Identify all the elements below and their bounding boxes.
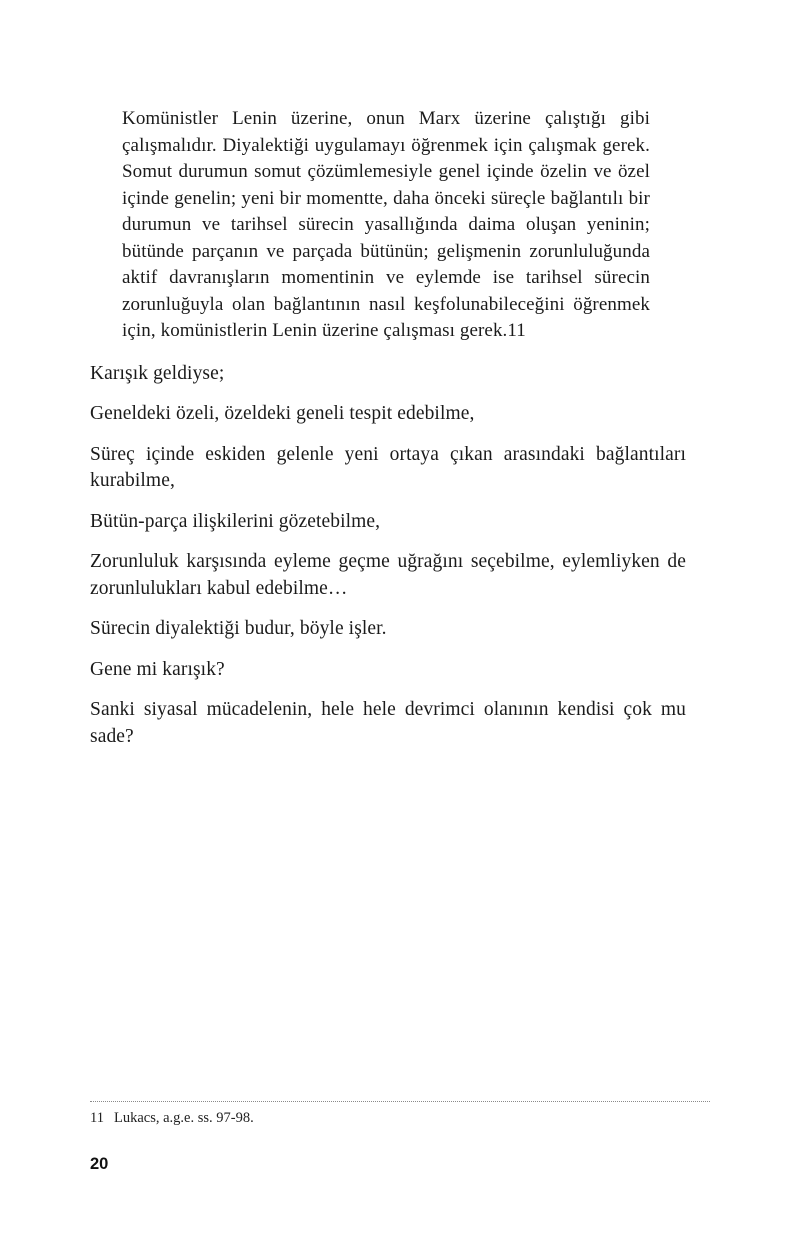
body-paragraph: Sürecin diyalektiği budur, böyle işler. [90,618,387,639]
footnote [90,1109,710,1127]
text-column [90,106,686,764]
body-paragraph: Zorunluluk karşısında eyleme geçme uğrağını seçebilme, eylemliyken de zorunlulukları kabul edebilme… [90,551,686,599]
footnote-text: Lukacs, a.g.e. ss. 97-98. [113,1110,254,1126]
body-paragraph: Sanki siyasal mücadelenin, hele hele devrimci olanının kendisi çok mu sade? [90,699,686,747]
page-number: 20 [90,1155,109,1173]
block-quote: Komünistler Lenin üzerine, onun Marx üzerine çalıştığı gibi çalışmalıdır. Diyalektiği uygulamayı öğrenmek için çalışmak gerek. Somut durumun somut çözümlemesiyle genel içinde özelin ve özel içinde genelin; yeni bir momentte, daha önceki süreçle bağlantılı bir durumun ve tarihsel sürecin yasallığında daima oluşan yeninin; bütünde parçanın ve parçada bütünün; gelişmenin zorunluluğunda aktif davranışların momentinin ve eylemde ise tarihsel sürecin zorunluğuyla olan bağlantının nasıl keşfolunabileceğini öğrenmek için, komünistlerin Lenin üzerine çalışması gerek.11 [122,108,650,341]
body-paragraph: Süreç içinde eskiden gelenle yeni ortaya çıkan arasındaki bağlantıları kurabilme, [90,443,686,491]
footnote-block [90,1101,710,1127]
body-paragraph: Karışık geldiyse; [90,362,225,384]
footnote-rule [90,1101,710,1102]
body-paragraph: Bütün-parça ilişkilerini gözetebilme, [90,510,381,532]
body-paragraph: Geneldeki özeli, özeldeki geneli tespit edebilme, [90,403,475,424]
footnote-number: 11 [90,1110,104,1126]
body-paragraph: Gene mi karışık? [90,658,225,680]
